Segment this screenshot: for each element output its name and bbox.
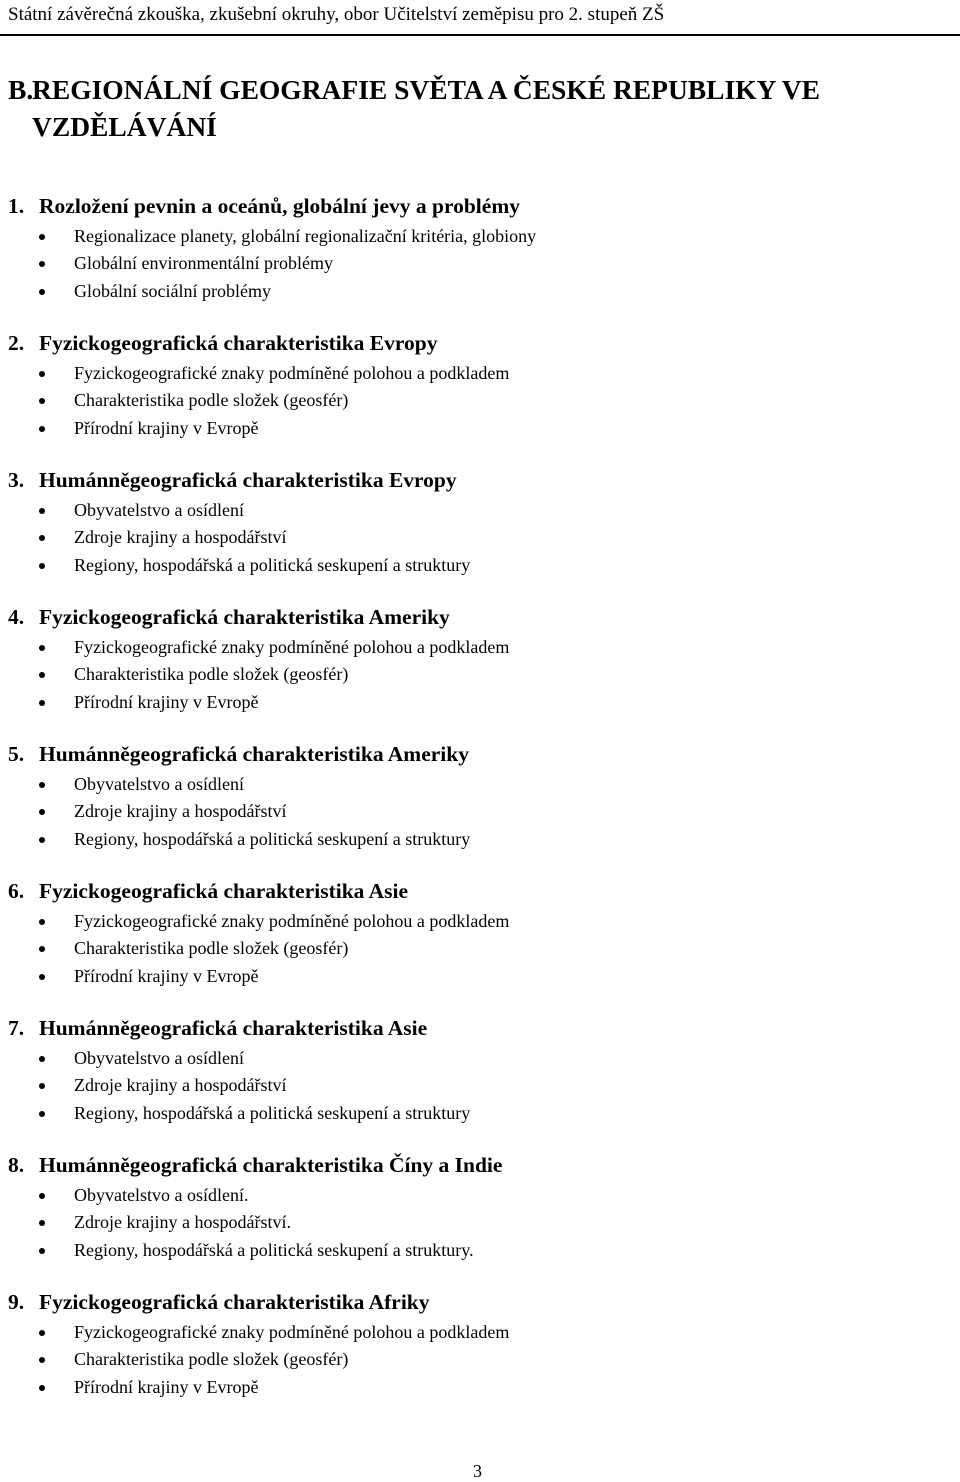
section-heading xyxy=(8,602,450,632)
list-item-text: Obyvatelstvo a osídlení xyxy=(74,500,244,520)
bullet-icon xyxy=(39,398,45,404)
list-item-text: Regionalizace planety, globální regionalizační kritéria, globiony xyxy=(74,226,537,246)
bullet-icon xyxy=(39,1330,45,1336)
bullet-icon xyxy=(39,426,45,432)
section-number: 7. xyxy=(8,1016,25,1040)
section xyxy=(0,602,960,739)
bullet-icon xyxy=(39,1357,45,1363)
list-item-text: Fyzickogeografické znaky podmíněné polohou a podkladem xyxy=(74,637,510,657)
list-item-text: Přírodní krajiny v Evropě xyxy=(74,1376,259,1397)
bullet-icon xyxy=(39,837,45,843)
section-number: 3. xyxy=(8,468,25,492)
list-item-text: Fyzickogeografické znaky podmíněné polohou a podkladem xyxy=(74,911,510,931)
bullet-icon xyxy=(39,1385,45,1391)
section-heading xyxy=(8,1013,427,1043)
bullet-icon xyxy=(39,809,45,815)
bullet-icon xyxy=(39,782,45,788)
section xyxy=(0,876,960,1013)
section xyxy=(0,328,960,465)
bullet-icon xyxy=(39,700,45,706)
chapter-heading xyxy=(8,71,820,145)
section-number: 4. xyxy=(8,605,25,629)
bullet-icon xyxy=(39,1083,45,1089)
list-item-text: Fyzickogeografické znaky podmíněné polohou a podkladem xyxy=(74,363,510,383)
section-title: Fyzickogeografická charakteristika Ameriky xyxy=(39,605,450,629)
bullet-icon xyxy=(39,234,45,240)
list-item-text: Zdroje krajiny a hospodářství xyxy=(74,801,287,822)
section-number: 5. xyxy=(8,742,25,766)
list-item-text: Přírodní krajiny v Evropě xyxy=(74,691,259,712)
list-item-text: Regiony, hospodářská a politická seskupení a struktury. xyxy=(74,1239,474,1260)
bullet-icon xyxy=(39,371,45,377)
bullet-icon xyxy=(39,645,45,651)
section-list xyxy=(0,191,960,1397)
bullet-icon xyxy=(39,1111,45,1117)
list-item-text: Regiony, hospodářská a politická seskupení a struktury xyxy=(74,1102,471,1123)
section-number: 6. xyxy=(8,879,25,903)
bullet-icon xyxy=(39,563,45,569)
header-rule xyxy=(0,34,960,36)
list-item-text: Globální environmentální problémy xyxy=(74,253,333,274)
chapter-title-line2: VZDĚLÁVÁNÍ xyxy=(32,111,217,142)
section-heading xyxy=(8,465,457,495)
list-item-text: Obyvatelstvo a osídlení. xyxy=(74,1185,249,1205)
bullet-icon xyxy=(39,1193,45,1199)
bullet-icon xyxy=(39,974,45,980)
bullet-icon xyxy=(39,508,45,514)
section-title: Humánněgeografická charakteristika Číny a Indie xyxy=(39,1153,503,1177)
list-item-text: Zdroje krajiny a hospodářství. xyxy=(74,1212,291,1233)
bullet-icon xyxy=(39,535,45,541)
section-number: 1. xyxy=(8,194,25,218)
list-item-text: Globální sociální problémy xyxy=(74,280,271,301)
section-heading xyxy=(8,876,408,906)
bullet-icon xyxy=(39,672,45,678)
list-item-text: Regiony, hospodářská a politická seskupení a struktury xyxy=(74,828,471,849)
section-title: Humánněgeografická charakteristika Ameriky xyxy=(39,742,469,766)
section-heading xyxy=(8,191,520,221)
section xyxy=(0,465,960,602)
list-item-text: Obyvatelstvo a osídlení xyxy=(74,774,244,794)
section-number: 9. xyxy=(8,1290,25,1314)
section xyxy=(0,191,960,328)
chapter-title-line1: REGIONÁLNÍ GEOGRAFIE SVĚTA A ČESKÉ REPUBLIKY VE xyxy=(32,74,821,105)
list-item-text: Regiony, hospodářská a politická seskupení a struktury xyxy=(74,554,471,575)
section-title: Fyzickogeografická charakteristika Asie xyxy=(39,879,409,903)
list-item-text: Charakteristika podle složek (geosfér) xyxy=(74,1349,349,1370)
list-item-text: Charakteristika podle složek (geosfér) xyxy=(74,390,349,411)
bullet-icon xyxy=(39,1248,45,1254)
list-item-text: Přírodní krajiny v Evropě xyxy=(74,417,259,438)
list-item-text: Zdroje krajiny a hospodářství xyxy=(74,527,287,548)
page-header: Státní závěrečná zkouška, zkušební okruhy, obor Učitelství zeměpisu pro 2. stupeň ZŠ xyxy=(8,4,665,25)
section-title: Humánněgeografická charakteristika Asie xyxy=(39,1016,428,1040)
section-number: 2. xyxy=(8,331,25,355)
section-title: Humánněgeografická charakteristika Evropy xyxy=(39,468,457,492)
section xyxy=(0,1150,960,1287)
bullet-icon xyxy=(39,289,45,295)
page-number: 3 xyxy=(473,1461,482,1481)
list-item-text: Obyvatelstvo a osídlení xyxy=(74,1048,244,1068)
list-item-text: Zdroje krajiny a hospodářství xyxy=(74,1075,287,1096)
list-item-text: Charakteristika podle složek (geosfér) xyxy=(74,938,349,959)
bullet-icon xyxy=(39,1056,45,1062)
list-item-text: Fyzickogeografické znaky podmíněné polohou a podkladem xyxy=(74,1322,510,1342)
section-heading xyxy=(8,1150,502,1180)
section xyxy=(0,739,960,876)
section-heading xyxy=(8,1287,430,1317)
section-title: Rozložení pevnin a oceánů, globální jevy a problémy xyxy=(39,194,520,218)
section-heading xyxy=(8,739,469,769)
chapter-letter: B. xyxy=(8,74,34,105)
bullet-icon xyxy=(39,1220,45,1226)
list-item-text: Charakteristika podle složek (geosfér) xyxy=(74,664,349,685)
bullet-icon xyxy=(39,919,45,925)
section-number: 8. xyxy=(8,1153,25,1177)
bullet-icon xyxy=(39,261,45,267)
list-item-text: Přírodní krajiny v Evropě xyxy=(74,965,259,986)
section-title: Fyzickogeografická charakteristika Evropy xyxy=(39,331,438,355)
bullet-icon xyxy=(39,946,45,952)
section xyxy=(0,1013,960,1150)
section-title: Fyzickogeografická charakteristika Afriky xyxy=(39,1290,430,1314)
section-heading xyxy=(8,328,438,358)
